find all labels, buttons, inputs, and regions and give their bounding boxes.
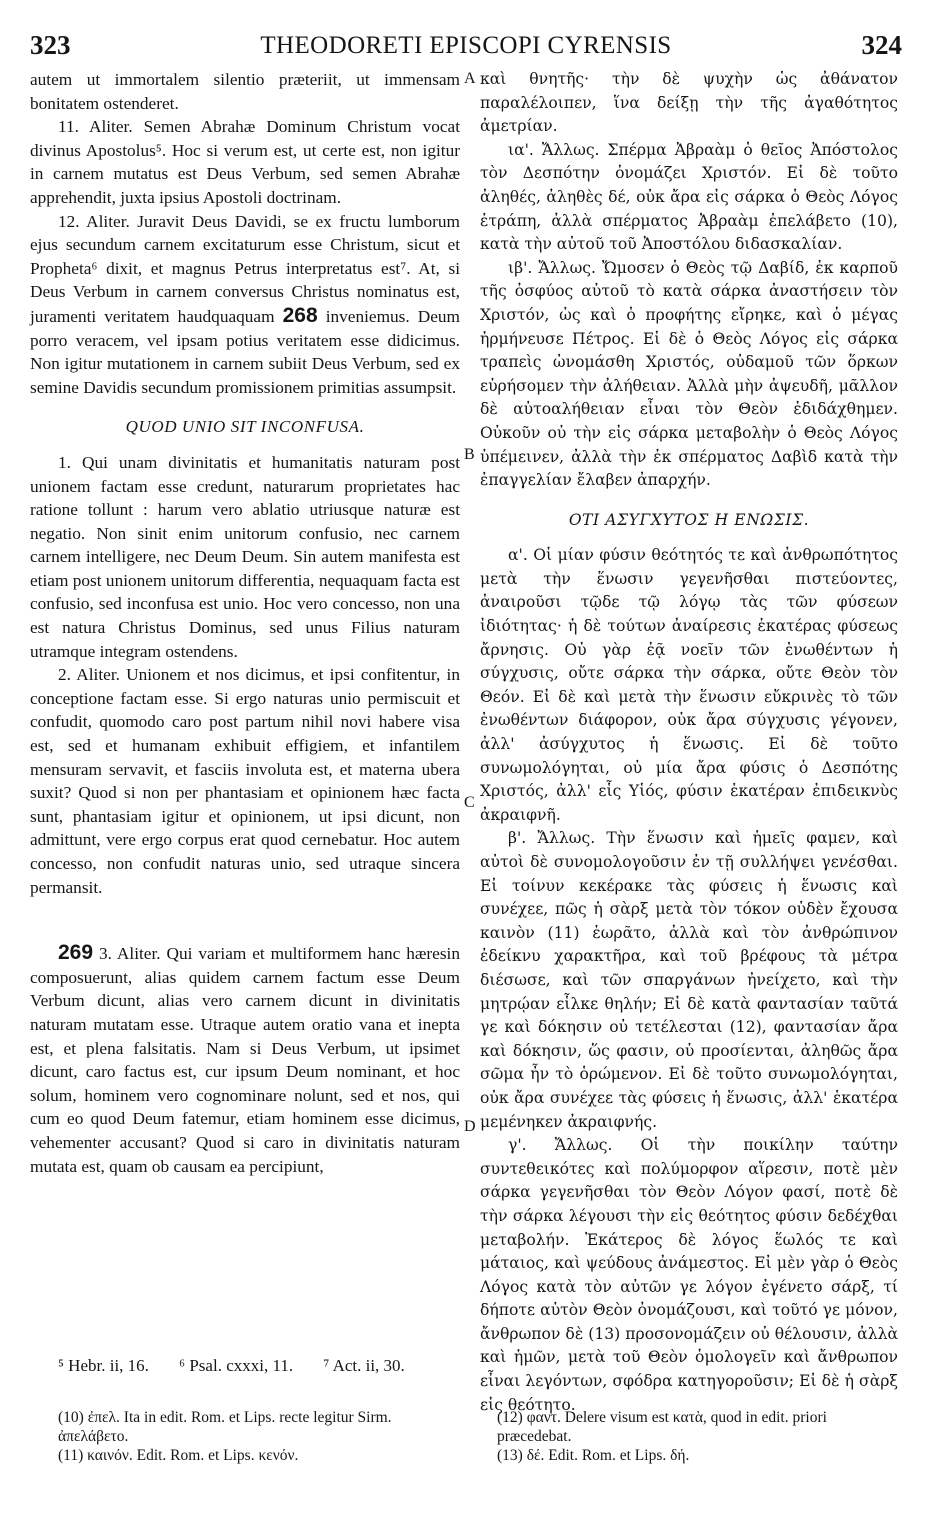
scripture-footnotes bbox=[58, 1356, 478, 1376]
page-header bbox=[30, 24, 902, 70]
greek-paragraph-2 bbox=[480, 827, 898, 1134]
migne-column-mark: 269 bbox=[58, 941, 94, 965]
latin-section-heading: QUOD UNIO SIT INCONFUSA. bbox=[125, 417, 365, 437]
critical-notes-left bbox=[58, 1408, 458, 1465]
latin-paragraph-text: Aliter. Juravit Deus Davidi, se ex fructu lumborum ejus secundum carnem excitaturum esse Christum, sicut et Propheta⁶ dixit, et magnus Petrus interpretatus est⁷. At, si Deus Verbum in carnem conversus Christus nominatus est, juramenti veritatem haudquaquam bbox=[30, 211, 460, 326]
margin-letter-c: C bbox=[464, 794, 475, 811]
greek-section-heading: ΟΤΙ ΑΣΥΓΧΥΤΟΣ Η ΕΝΩΣΙΣ. bbox=[568, 510, 810, 529]
greek-paragraph-text: Ἄλλως. Σπέρμα Ἀβραὰμ ὁ θεῖος Ἀπόστολος τὸν Δεσπότην ὀνομάζει Χριστόν. Εἰ δὲ τοῦτο ἀληθές, ἀληθὲς δέ, οὐκ ἄρα εἰς σάρκα ὁ Θεὸς Λόγος ἐτράπη, ἀλλὰ σπέρματος Ἀβραὰμ ἐπελάβετο (10), κατὰ τὴν αὐτοῦ τοῦ Ἀποστόλου διδασκαλίαν. bbox=[480, 140, 898, 254]
section-number: 3. bbox=[98, 944, 112, 964]
latin-paragraph-1 bbox=[30, 451, 460, 663]
latin-paragraph-3 bbox=[30, 941, 460, 1178]
section-number: 11. bbox=[58, 117, 79, 137]
section-number: α'. bbox=[508, 546, 528, 565]
latin-paragraph-text: Aliter. Unionem et nos dicimus, et ipsi confitentur, in conceptione factam esse. Si ergo naturas unio permiscuit et confudit, quomodo caro post partum nihil novi habere visa est, sed et humanam exhibuit effigiem, et infantilem mensuram servavit, et fasciis involuta est, et materna ubera suxit? Quod si non per phantasiam et opinionem hæc facta sunt, phantasiam igitur et opinionem, ut ipsi dicunt, non admittunt, vere ergo corpus erat quod cernebatur. Hoc autem concesso, non confudit naturas unio, sed utraque sincera permansit. bbox=[30, 665, 460, 897]
greek-paragraph-text: Ἄλλως. Ὤμοσεν ὁ Θεὸς τῷ Δαβίδ, ἐκ καρποῦ τῆς ὀσφύος αὐτοῦ τὸ κατὰ σάρκα ἀναστήσειν τὸν Χριστόν, ὡς καὶ ὁ προφήτης εἴρηκε, καὶ ὁ μέγας ἡρμήνευσε Πέτρος. Εἰ δὲ ὁ Θεὸς Λόγος εἰς σάρκα τραπεὶς ὠνομάσθη Χριστός, οὐδαμοῦ τῶν ὅρκων εὑρήσομεν τὴν ἀλήθειαν. Ἀλλὰ μὴν ἀψευδῆ, μᾶλλον δὲ αὐτοαλήθειαν εἶναι τὸν Θεὸν ἐδιδάχθημεν. Οὐκοῦν οὐ τὴν εἰς σάρκα μεταβολὴν ὁ Θεὸς Λόγος ὑπέμεινεν, ἀλλὰ τὴν ἐκ σπέρματος Δαβὶδ κατὰ τὴν ἐπαγγελίαν ἔλαβεν ἀπαρχήν. bbox=[480, 258, 898, 490]
footnote: ⁶ Psal. cxxxi, 11. bbox=[179, 1356, 294, 1375]
running-title: THEODORETI EPISCOPI CYRENSIS bbox=[260, 32, 672, 59]
section-number: 2. bbox=[58, 665, 71, 685]
footnote: ⁵ Hebr. ii, 16. bbox=[58, 1356, 149, 1375]
greek-paragraph-11 bbox=[480, 139, 898, 257]
greek-paragraph-12 bbox=[480, 257, 898, 493]
section-number: γ'. bbox=[508, 1136, 527, 1155]
section-number: 1. bbox=[58, 452, 71, 472]
critical-note: (10) ἐπελ. Ita in edit. Rom. et Lips. recte legitur Sirm. ἀπελάβετο. bbox=[58, 1409, 392, 1445]
margin-letter-a: A bbox=[464, 70, 476, 87]
latin-paragraph-text: Aliter. Qui variam et multiformem hanc hæresin composuerunt, alias quidem carnem factum esse Deum Verbum dicunt, alias vero carnem dicunt in divinitatis naturam mutatam esse. Utraque autem oratio vana et inepta est, et plena falsitatis. Nam si Deus Verbum, ut ipsimet dicunt, caro factus est, cur ipsum Deum nominant, et hoc solum, hominem vero cognominare nolunt, sed et nos, qui cum eo quod Deum fatemur, etiam hominem esse dicimus, vehementer accusant? Quod si caro in divinitatis naturam mutata est, quam ob causam ea percipiunt, bbox=[30, 944, 460, 1176]
latin-paragraph-11 bbox=[30, 115, 460, 209]
section-number: ια'. bbox=[508, 140, 534, 159]
greek-paragraph-text: Ἄλλως. Τὴν ἕνωσιν καὶ ἡμεῖς φαμεν, καὶ αὐτοὶ δὲ συνομολογοῦσιν ἐν τῇ συλλήψει γενέσθαι. Εἰ τοίνυν κεκέρακε τὰς φύσεις ἡ ἕνωσις καὶ συνέχεε, πῶς ἡ σὰρξ μετὰ τὸν τόκον οὐδὲν ἔχουσα καινὸν (11) ἑωρᾶτο, ἀλλὰ καὶ τὸν ἀνθρώπινον ἐδείκνυ χαρακτῆρα, καὶ τοῦ βρέφους τὰ μέτρα διέσωσε, καὶ τῶν σπαργάνων ἠνείχετο, καὶ τὴν μητρῴαν εἷλκε θηλήν; Εἰ δὲ κατὰ φαντασίαν ταῦτά γε καὶ δόκησιν οὐ τετέλεσται (12), φαντασίαν ἄρα καὶ δόκησιν, ὥς φασιν, οὐ προσίενται, ἀληθῶς ἄρα σῶμα ἦν τὸ ὁρώμενον. Εἰ δὲ τοῦτο συνωμολόγηται, οὐκ ἄρα συνέχεε τὰς φύσεις ἡ ἕνωσις, ἀλλ' ἑκατέρα μεμένηκεν ἀκραιφνής. bbox=[480, 829, 898, 1131]
greek-paragraph-3 bbox=[480, 1134, 898, 1417]
critical-note: (11) καινόν. Edit. Rom. et Lips. κενόν. bbox=[58, 1447, 299, 1464]
page-number-right: 324 bbox=[861, 30, 902, 60]
migne-column-mark: 268 bbox=[282, 303, 318, 327]
latin-column bbox=[30, 68, 460, 1178]
greek-paragraph-1 bbox=[480, 544, 898, 827]
section-number: 12. bbox=[58, 211, 80, 231]
latin-paragraph-text: Qui unam divinitatis et humanitatis naturam post unionem factam esse credunt, naturarum proprietates hac ratione tollunt : harum vero ablatio utriusque naturæ est negatio. Non sinit enim unitorum confusio, nec carnem carnem intelligere, nec Deum Deum. Sin autem manifesta est etiam post unionem unitorum differentia, nequaquam facta est confusio, sed inconfusa est unio. Hoc vero concesso, non una est natura Christus Dominus, sed unus Filius naturam utramque integram ostendens. bbox=[30, 452, 460, 661]
latin-paragraph-continuation: autem ut immortalem silentio præteriit, ut immensam bonitatem ostenderet. bbox=[30, 70, 460, 113]
page-number-left: 323 bbox=[30, 30, 71, 60]
critical-note: (12) φαντ. Delere visum est κατὰ, quod in edit. priori præcedebat. bbox=[497, 1409, 827, 1445]
margin-letter-d: D bbox=[464, 1118, 476, 1135]
greek-column bbox=[480, 68, 898, 1417]
section-number: β'. bbox=[508, 829, 527, 848]
greek-paragraph-continuation: καὶ θνητῆς· τὴν δὲ ψυχὴν ὡς ἀθάνατον παραλέλοιπεν, ἵνα δείξῃ τὴν τῆς ἀγαθότητος ἀμετρίαν. bbox=[480, 70, 898, 136]
greek-paragraph-text: Οἱ μίαν φύσιν θεότητός τε καὶ ἀνθρωπότητος μετὰ τὴν ἕνωσιν γεγενῆσθαι πιστεύοντες, ἀναιροῦσι τῷδε τῷ λόγῳ τὰς τῶν φύσεων ἰδιότητας· ἡ δὲ τούτων ἀναίρεσις ἑκατέρας φύσεως ἄρνησις. Οὐ γὰρ ἐᾷ νοεῖν τῶν ἑνωθέντων ἡ σύγχυσις, οὔτε σάρκα τὴν σάρκα, οὔτε Θεὸν τὸν Θεόν. Εἰ δὲ καὶ μετὰ τὴν ἕνωσιν εὔκρινὲς τὸ τῶν ἑνωθέντων διάφορον, οὐκ ἄρα σύγχυσις γέγονεν, ἀλλ' ἀσύγχυτος ἡ ἕνωσις. Εἰ δὲ τοῦτο συνωμολόγηται, οὐ μία ἄρα φύσις ὁ Δεσπότης Χριστός, ἀλλ' εἷς Υἱός, φύσιν ἑκατέραν ἐπιδεικνὺς ἀκραιφνῆ. bbox=[480, 546, 898, 824]
greek-paragraph-text: Ἄλλως. Οἱ τὴν ποικίλην ταύτην συντεθεικότες καὶ πολύμορφον αἵρεσιν, ποτὲ μὲν σάρκα γεγενῆσθαι τὸν Θεὸν Λόγον φασί, ποτὲ δὲ τὴν σάρκα λέγουσι τὴν εἰς θεότητος φύσιν δεδέχθαι μεταβολήν. Ἑκάτερος δὲ λόγος ἕωλός τε καὶ μάταιος, καὶ ψεύδους ἀνάμεστος. Εἰ μὲν γὰρ ὁ Θεὸς Λόγος κατὰ τὸν αὐτῶν γε λόγον ἐγένετο σάρξ, τί δήποτε αὐτὸν Θεὸν ὀνομάζουσι, καὶ τοῦτό γε μόνον, ἄνθρωπον δὲ (13) προσονομάζειν οὐ θέλουσιν, ἀλλὰ καὶ ἡμῶν, μετὰ τοῦ Θεὸν ὁμολογεῖν καὶ ἄνθρωπον εἶναι λεγόντων, σφόδρα κατηγοροῦσιν; Εἰ δὲ ἡ σὰρξ εἰς θεότητο. bbox=[480, 1136, 898, 1414]
critical-note: (13) δέ. Edit. Rom. et Lips. δή. bbox=[497, 1447, 690, 1464]
critical-notes-right bbox=[497, 1408, 897, 1465]
footnote: ⁷ Act. ii, 30. bbox=[323, 1356, 405, 1375]
latin-paragraph-2 bbox=[30, 663, 460, 899]
latin-paragraph-text: Aliter. Semen Abrahæ Dominum Christum vocat divinus Apostolus⁵. Hoc si verum est, ut certe est, non igitur in carnem mutatus est Deus Verbum, sed semen Abrahæ apprehendit, juxta ipsius Apostoli doctrinam. bbox=[30, 117, 460, 207]
section-number: ιβ'. bbox=[508, 258, 533, 277]
latin-paragraph-12 bbox=[30, 210, 460, 400]
margin-letter-b: B bbox=[464, 446, 475, 463]
spacer bbox=[30, 899, 460, 941]
latin-paragraph-text: inveniemus. Deum porro veracem, vel ipsam potius veritatem esse didicimus. Non igitur mutationem in carnem subiit Deus Verbum, sed ex semine Davidis secundum promissionem primitias assumpsit. bbox=[30, 306, 460, 397]
